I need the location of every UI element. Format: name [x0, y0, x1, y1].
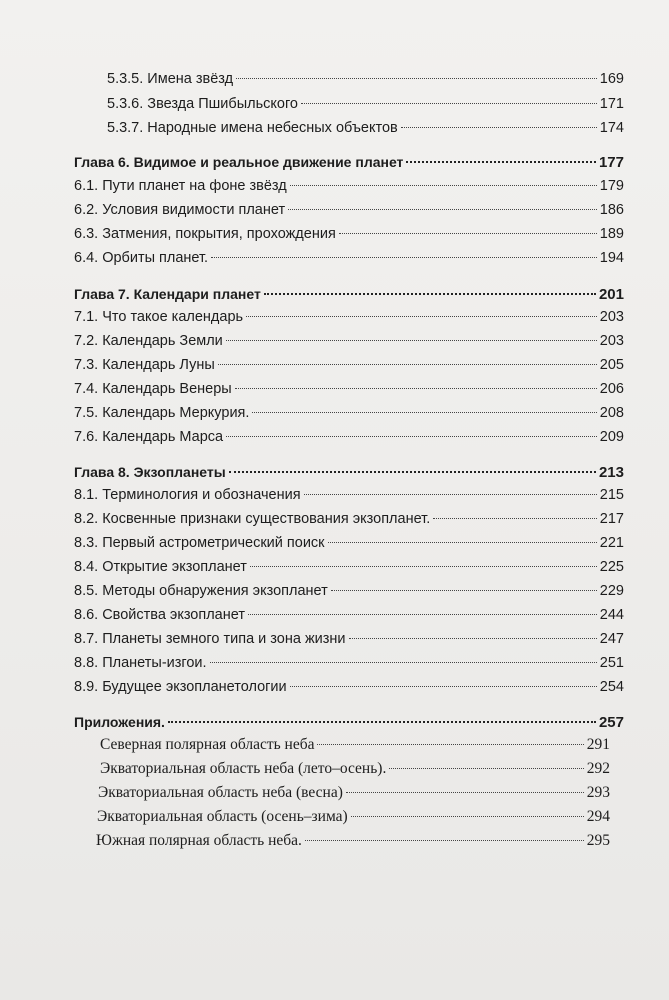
dot-leader — [349, 638, 597, 639]
toc-entry-page: 209 — [599, 429, 624, 445]
toc-entry-label: 8.7. Планеты земного типа и зона жизни — [74, 631, 346, 647]
toc-entry-label: Южная полярная область неба. — [96, 832, 302, 849]
toc-entry-label: Экваториальная область (осень–зима) — [97, 808, 348, 825]
dot-leader — [406, 161, 596, 163]
chapter-page: 213 — [598, 464, 624, 481]
toc-entry-label: 8.8. Планеты-изгои. — [74, 655, 207, 671]
toc-entry-page: 203 — [599, 333, 624, 349]
toc-entry-page: 203 — [599, 309, 624, 325]
toc-entry — [74, 676, 624, 698]
toc-entry — [74, 199, 624, 221]
dot-leader — [246, 316, 597, 317]
toc-entry-label: 6.2. Условия видимости планет — [74, 202, 286, 218]
toc-entry-page: 225 — [599, 559, 624, 575]
toc-entry — [74, 484, 624, 506]
dot-leader — [389, 768, 583, 769]
toc-entry — [100, 758, 610, 780]
toc-entry-label: 8.1. Терминология и обозначения — [74, 487, 301, 503]
toc-entry-page: 189 — [599, 226, 624, 242]
toc-entry-label: 8.5. Методы обнаружения экзопланет — [74, 583, 328, 599]
dot-leader — [301, 103, 597, 104]
dot-leader — [250, 566, 597, 567]
toc-entry — [74, 556, 624, 578]
toc-entry-label: 7.4. Календарь Венеры — [74, 381, 232, 397]
dot-leader — [236, 78, 597, 79]
dot-leader — [211, 257, 597, 258]
dot-leader — [235, 388, 597, 389]
toc-entry — [107, 93, 624, 115]
toc-entry — [74, 628, 624, 650]
toc-entry-label: Экваториальная область неба (лето–осень). — [100, 760, 387, 777]
toc-entry-page: 217 — [599, 511, 624, 527]
toc-entry-page: 247 — [599, 631, 624, 647]
toc-entry-label: Экваториальная область неба (весна) — [98, 784, 343, 801]
toc-entry-page: 208 — [599, 405, 624, 421]
toc-entry — [100, 734, 610, 756]
toc-entry-label: 7.5. Календарь Меркурия. — [74, 405, 250, 421]
toc-entry — [96, 830, 610, 852]
dot-leader — [290, 185, 597, 186]
dot-leader — [229, 471, 596, 473]
toc-entry-label: 7.6. Календарь Марса — [74, 429, 224, 445]
chapter-heading — [74, 461, 624, 483]
chapter-title: Глава 8. Экзопланеты — [74, 464, 226, 480]
toc-entry-page: 251 — [599, 655, 624, 671]
dot-leader — [317, 744, 583, 745]
toc-entry — [74, 175, 624, 197]
appendix-heading — [74, 711, 624, 733]
toc-entry-page: 229 — [599, 583, 624, 599]
toc-entry-page: 169 — [599, 71, 624, 87]
toc-entry — [107, 117, 624, 139]
toc-entry — [107, 68, 624, 90]
toc-entry-label: 8.9. Будущее экзопланетологии — [74, 679, 287, 695]
dot-leader — [210, 662, 597, 663]
dot-leader — [288, 209, 597, 210]
dot-leader — [331, 590, 597, 591]
dot-leader — [351, 816, 584, 817]
toc-entry — [97, 806, 610, 828]
toc-entry-label: 5.3.7. Народные имена небесных объектов — [107, 120, 398, 136]
toc-entry — [74, 330, 624, 352]
toc-entry-page: 171 — [599, 96, 624, 112]
toc-entry-page: 295 — [586, 832, 610, 849]
toc-entry-label: 7.2. Календарь Земли — [74, 333, 223, 349]
toc-entry-page: 179 — [599, 178, 624, 194]
chapter-heading — [74, 283, 624, 305]
chapter-page: 201 — [598, 286, 624, 303]
toc-entry-page: 292 — [586, 760, 610, 777]
toc-entry-page: 205 — [599, 357, 624, 373]
toc-entry — [74, 426, 624, 448]
toc-entry — [74, 580, 624, 602]
toc-entry-label: 5.3.5. Имена звёзд — [107, 71, 234, 87]
dot-leader — [226, 436, 597, 437]
toc-entry-label: 7.3. Календарь Луны — [74, 357, 215, 373]
dot-leader — [218, 364, 597, 365]
toc-entry-label: 7.1. Что такое календарь — [74, 309, 244, 325]
toc-entry-page: 254 — [599, 679, 624, 695]
dot-leader — [305, 840, 584, 841]
dot-leader — [339, 233, 597, 234]
dot-leader — [433, 518, 597, 519]
chapter-page: 177 — [598, 154, 624, 171]
dot-leader — [248, 614, 597, 615]
toc-entry-label: 6.3. Затмения, покрытия, прохождения — [74, 226, 336, 242]
toc-entry-page: 215 — [599, 487, 624, 503]
toc-entry — [74, 247, 624, 269]
toc-entry-label: 6.1. Пути планет на фоне звёзд — [74, 178, 287, 194]
dot-leader — [264, 293, 596, 295]
toc-entry — [74, 378, 624, 400]
toc-entry — [74, 604, 624, 626]
toc-entry-page: 293 — [586, 784, 610, 801]
dot-leader — [252, 412, 596, 413]
toc-entry-page: 294 — [586, 808, 610, 825]
toc-entry-page: 291 — [586, 736, 610, 753]
dot-leader — [304, 494, 597, 495]
dot-leader — [401, 127, 597, 128]
chapter-title: Глава 6. Видимое и реальное движение планет — [74, 154, 404, 170]
toc-entry-page: 174 — [599, 120, 624, 136]
appendix-page: 257 — [598, 714, 624, 731]
toc-entry — [74, 223, 624, 245]
toc-entry-page: 186 — [599, 202, 624, 218]
toc-entry-label: Северная полярная область неба — [100, 736, 315, 753]
toc-entry-page: 194 — [599, 250, 624, 266]
toc-entry-label: 8.6. Свойства экзопланет — [74, 607, 245, 623]
dot-leader — [346, 792, 584, 793]
toc-entry — [98, 782, 610, 804]
dot-leader — [226, 340, 597, 341]
toc-entry — [74, 508, 624, 530]
chapter-heading — [74, 151, 624, 173]
appendix-title: Приложения. — [74, 714, 165, 730]
toc-entry-label: 8.2. Косвенные признаки существования экзопланет. — [74, 511, 431, 527]
dot-leader — [168, 721, 596, 723]
toc-entry-label: 8.4. Открытие экзопланет — [74, 559, 247, 575]
toc-entry — [74, 306, 624, 328]
toc-entry-label: 8.3. Первый астрометрический поиск — [74, 535, 325, 551]
toc-entry-label: 6.4. Орбиты планет. — [74, 250, 209, 266]
toc-entry — [74, 532, 624, 554]
toc-entry — [74, 652, 624, 674]
toc-entry-page: 206 — [599, 381, 624, 397]
chapter-title: Глава 7. Календари планет — [74, 286, 261, 302]
dot-leader — [328, 542, 597, 543]
toc-entry — [74, 402, 624, 424]
toc-entry-page: 244 — [599, 607, 624, 623]
toc-entry — [74, 354, 624, 376]
toc-entry-page: 221 — [599, 535, 624, 551]
dot-leader — [290, 686, 597, 687]
toc-entry-label: 5.3.6. Звезда Пшибыльского — [107, 96, 298, 112]
